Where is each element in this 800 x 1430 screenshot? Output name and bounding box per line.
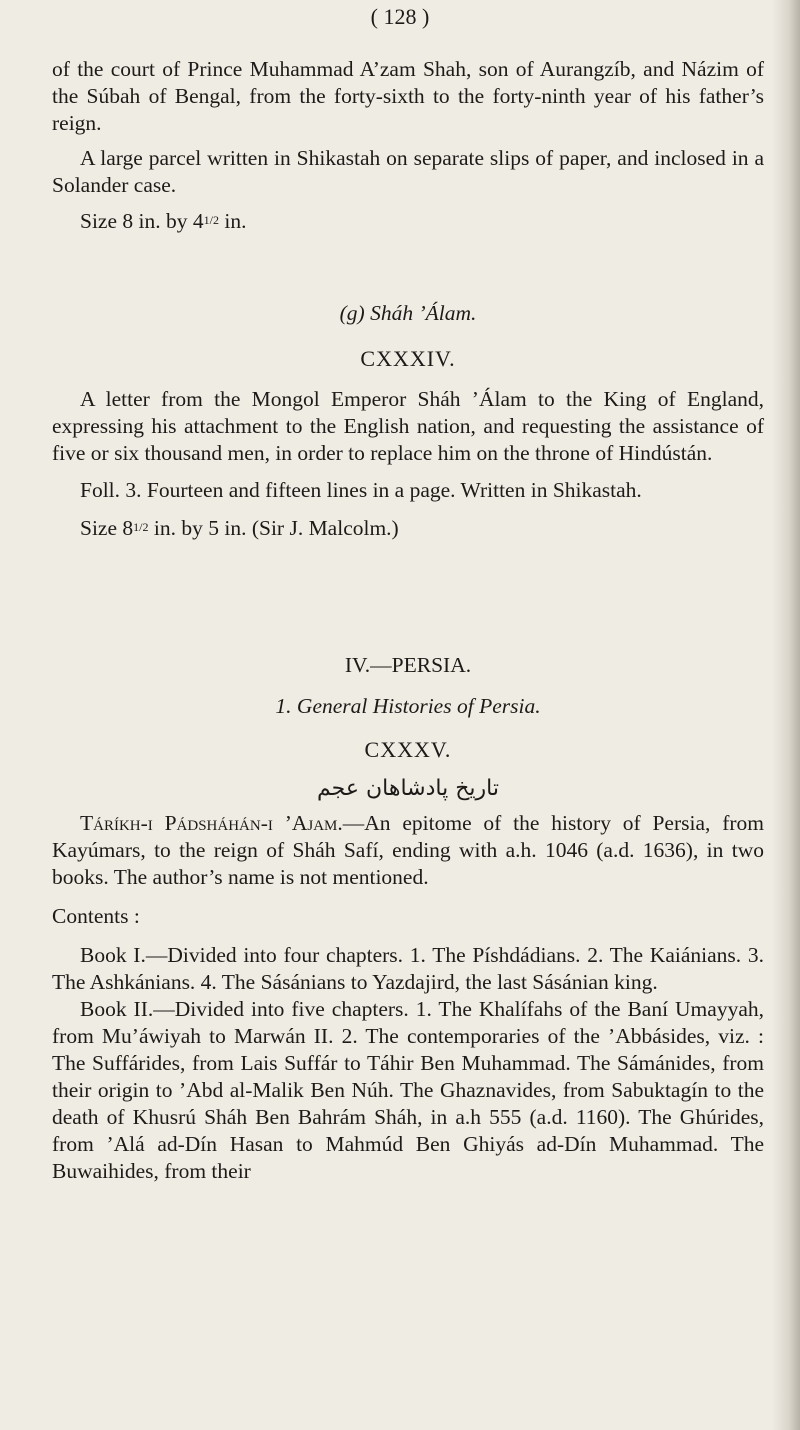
paragraph-court-description: of the court of Prince Muhammad A’zam Shah, son of Aurangzíb, and Názim of the Súbah of Bengal, from the forty-sixth to the forty-ninth year of his father’s reign. [52, 57, 764, 135]
size-line-1 [52, 207, 764, 235]
entry-number-134: CXXXIV. [360, 346, 456, 371]
paragraph-folios: Foll. 3. Fourteen and fifteen lines in a page. Written in Shikastah. [80, 478, 642, 502]
size-text: Size 8 [80, 516, 134, 540]
section-persia [52, 652, 764, 1185]
persian-title: تاریخ پادشاهان عجم [317, 776, 499, 801]
subheading-shah-alam: (g) Sháh ’Álam. [339, 301, 477, 325]
size-line-2 [52, 514, 764, 542]
work-title: Táríkh-i Pádsháhán-i ’Ajam. [80, 811, 343, 835]
subsection-heading: 1. General Histories of Persia. [275, 694, 541, 718]
size-fraction: 1/2 [133, 520, 149, 534]
contents-label: Contents : [52, 904, 140, 928]
paragraph-book-1: Book I.—Divided into four chapters. 1. The Píshdádians. 2. The Kaiánians. 3. The Ashkánians. 4. The Sásánians to Yazdajird, the last Sásánian king. [52, 943, 764, 994]
size-fraction: 1/2 [203, 213, 219, 227]
manuscript-entry-continued [52, 56, 764, 235]
size-text: Size 8 in. by 4 [80, 209, 204, 233]
entry-number-135: CXXXV. [364, 737, 452, 762]
size-unit: in. [218, 209, 247, 233]
size-unit: in. by 5 in. (Sir J. Malcolm.) [148, 516, 399, 540]
page-number: ( 128 ) [370, 4, 430, 29]
section-heading: IV.—PERSIA. [344, 653, 472, 677]
paragraph-letter: A letter from the Mongol Emperor Sháh ’Álam to the King of England, expressing his attachment to the English nation, and requesting the assistance of five or six thousand men, in order to replace him on the throne of Hindústán. [52, 387, 764, 465]
page-edge-shadow [772, 0, 800, 1430]
work-description: —An epitome of the history of Persia, from Kayúmars, to the reign of Sháh Safí, ending with a.h. 1046 (a.d. 1636), in two books. The author’s name is not mentioned. [52, 811, 764, 889]
paragraph-book-2: Book II.—Divided into five chapters. 1. The Khalífahs of the Baní Umayyah, from Mu’áwiyah to Marwán II. 2. The contemporaries of the ’Abbásides, viz. : The Suffárides, from Lais Suffár to Táhir Ben Muhammad. The Sámánides, from their origin to ’Abd al-Malik Ben Núh. The Ghaznavides, from Sabuktagín to the death of Khusrú Sháh Ben Bahrám Sháh, in a.h 555 (a.d. 1160). The Ghúrides, from ’Alá ad-Dín Hasan to Mahmúd Ben Ghiyás ad-Dín Muhammad. The Buwaihides, from their [52, 997, 764, 1183]
entry-shah-alam [52, 300, 764, 542]
paragraph-parcel: A large parcel written in Shikastah on separate slips of paper, and inclosed in a Solander case. [52, 146, 764, 197]
paragraph-tarikh [52, 810, 764, 891]
